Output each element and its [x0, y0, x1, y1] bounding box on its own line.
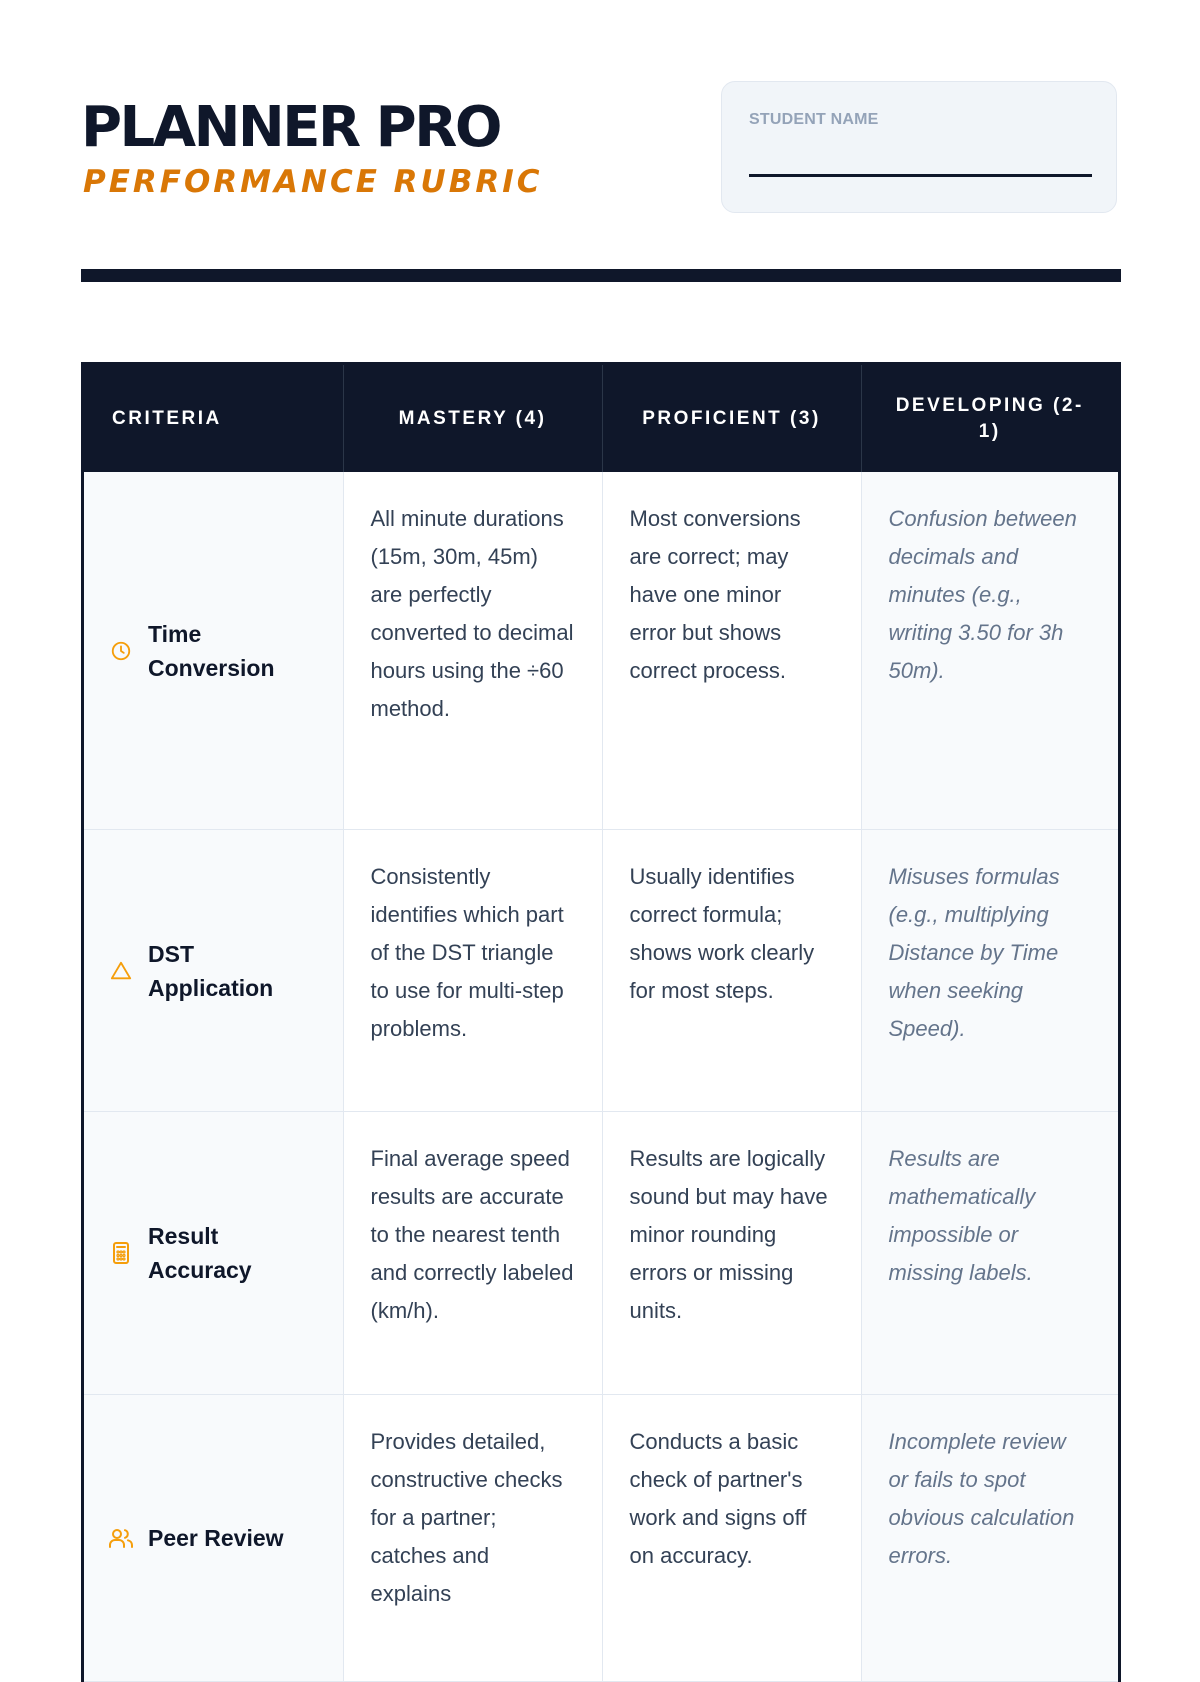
student-name-box — [721, 81, 1117, 213]
proficient-cell: Conducts a basic check of partner's work and signs off on accuracy. — [602, 1395, 861, 1682]
developing-cell: Incomplete review or fails to spot obvious calculation errors. — [861, 1395, 1118, 1682]
column-header-mastery: MASTERY (4) — [343, 365, 602, 472]
rubric-row — [84, 1395, 1118, 1682]
criteria-name: Time Conversion — [148, 620, 275, 681]
rubric-table-wrapper — [81, 362, 1121, 1682]
student-name-field[interactable] — [749, 174, 1092, 177]
header-divider — [81, 269, 1121, 282]
rubric-header-row — [84, 365, 1118, 472]
criteria-cell — [84, 830, 343, 1112]
proficient-cell: Most conversions are correct; may have one minor error but shows correct process. — [602, 472, 861, 830]
page-title: PLANNER PRO — [81, 95, 500, 160]
criteria-cell — [84, 1395, 343, 1682]
column-header-criteria: CRITERIA — [84, 365, 343, 472]
criteria-name: DST Application — [148, 940, 274, 1001]
developing-cell: Results are mathematically impossible or missing labels. — [861, 1112, 1118, 1395]
criteria-cell — [84, 472, 343, 830]
proficient-cell: Usually identifies correct formula; shows work clearly for most steps. — [602, 830, 861, 1112]
rubric-table — [84, 365, 1118, 1682]
rubric-body — [84, 472, 1118, 1682]
mastery-cell: All minute durations (15m, 30m, 45m) are perfectly converted to decimal hours using the ÷60 method. — [343, 472, 602, 830]
rubric-header — [84, 365, 1118, 472]
column-header-developing: DEVELOPING (2-1) — [861, 365, 1118, 472]
rubric-row — [84, 830, 1118, 1112]
proficient-cell: Results are logically sound but may have minor rounding errors or missing units. — [602, 1112, 861, 1395]
triangle-icon — [108, 958, 134, 984]
users-icon — [108, 1525, 134, 1551]
rubric-row — [84, 472, 1118, 830]
developing-cell: Confusion between decimals and minutes (e.g., writing 3.50 for 3h 50m). — [861, 472, 1118, 830]
calculator-icon — [108, 1240, 134, 1266]
clock-icon — [108, 638, 134, 664]
student-name-label: STUDENT NAME — [749, 111, 879, 128]
criteria-cell — [84, 1112, 343, 1395]
rubric-row — [84, 1112, 1118, 1395]
mastery-cell: Provides detailed, constructive checks for a partner; catches and explains — [343, 1395, 602, 1682]
developing-cell: Misuses formulas (e.g., multiplying Distance by Time when seeking Speed). — [861, 830, 1118, 1112]
page-subtitle: PERFORMANCE RUBRIC — [83, 164, 543, 200]
column-header-proficient: PROFICIENT (3) — [602, 365, 861, 472]
criteria-name: Peer Review — [148, 1525, 284, 1551]
mastery-cell: Final average speed results are accurate to the nearest tenth and correctly labeled (km/h). — [343, 1112, 602, 1395]
criteria-name: Result Accuracy — [148, 1223, 252, 1283]
page-header — [81, 0, 1121, 282]
mastery-cell: Consistently identifies which part of the DST triangle to use for multi-step problems. — [343, 830, 602, 1112]
rubric-page — [81, 0, 1121, 1606]
